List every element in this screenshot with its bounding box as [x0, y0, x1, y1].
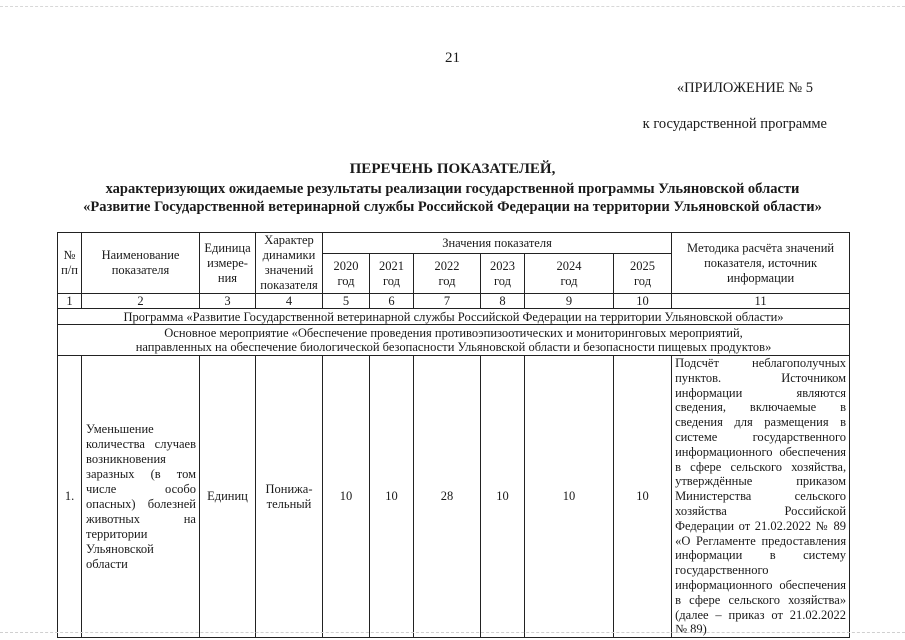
- program-row: [58, 309, 850, 325]
- header-year-2021: [370, 254, 414, 294]
- header-year-2022: [414, 254, 481, 294]
- appendix-label: «ПРИЛОЖЕНИЕ № 5: [676, 80, 813, 96]
- header-row-1: [58, 233, 850, 254]
- header-method: Методика расчёта значений показателя, источник информации: [672, 233, 850, 294]
- column-number: 2: [82, 294, 200, 309]
- column-number: 9: [525, 294, 614, 309]
- header-year-2023: [481, 254, 525, 294]
- column-number: 4: [256, 294, 323, 309]
- event-title-line2: направленных на обеспечение биологической безопасности Ульяновской области и безопасности пищевых продуктов»: [135, 340, 772, 354]
- value-2024: 10: [525, 356, 614, 638]
- year-label: 2022: [434, 258, 460, 273]
- year-label: 2024: [556, 258, 582, 273]
- header-values-group: Значения показателя: [323, 233, 672, 254]
- year-suffix: год: [493, 273, 512, 288]
- to-program-label: к государственной программе: [642, 116, 827, 132]
- page-number: 21: [445, 50, 460, 66]
- header-num: № п/п: [58, 233, 82, 294]
- column-number: 5: [323, 294, 370, 309]
- value-2020: 10: [323, 356, 370, 638]
- value-2025: 10: [614, 356, 672, 638]
- year-suffix: год: [382, 273, 401, 288]
- column-numbers-row: [58, 294, 850, 309]
- event-row: [58, 325, 850, 356]
- row-num: 1.: [58, 356, 82, 638]
- document-subtitle: характеризующих ожидаемые результаты реализации государственной программы Ульяновской области: [105, 181, 800, 197]
- table-row: [58, 356, 850, 638]
- year-label: 2025: [630, 258, 656, 273]
- scan-top-edge: [0, 6, 905, 8]
- column-number: 6: [370, 294, 414, 309]
- column-number: 3: [200, 294, 256, 309]
- header-dynamics: Характер динамики значений показателя: [256, 233, 323, 294]
- year-suffix: год: [438, 273, 456, 288]
- program-title: Программа «Развитие Государственной ветеринарной службы Российской Федерации на территории Ульяновской области»: [58, 309, 850, 325]
- value-2021: 10: [370, 356, 414, 638]
- year-label: 2020: [333, 258, 359, 273]
- year-label: 2021: [379, 258, 404, 273]
- scan-bottom-edge: [0, 632, 905, 634]
- header-name: Наименование показателя: [82, 233, 200, 294]
- indicators-table: [57, 232, 850, 638]
- value-2023: 10: [481, 356, 525, 638]
- indicator-unit: Единиц: [200, 356, 256, 638]
- indicator-dynamics: Понижа-тельный: [256, 356, 323, 638]
- column-number: 10: [614, 294, 672, 309]
- document-title: ПЕРЕЧЕНЬ ПОКАЗАТЕЛЕЙ,: [349, 161, 556, 177]
- year-label: 2023: [490, 258, 515, 273]
- column-number: 8: [481, 294, 525, 309]
- value-2022: 28: [414, 356, 481, 638]
- year-suffix: год: [633, 273, 652, 288]
- header-year-2025: [614, 254, 672, 294]
- year-suffix: год: [337, 273, 355, 288]
- event-title-line1: Основное мероприятие «Обеспечение проведения противоэпизоотических и мониторинговых мероприятий,: [164, 326, 743, 340]
- indicator-method: Подсчёт неблагополучных пунктов. Источником информации являются сведения, включаемые в сведения для размещения в системе государственного информационного обеспечения в сфере сельского хозяйства, утверждённые приказом Министерства сельского хозяйства Российской Федерации от 21.02.2022 № 89 «О Регламенте предоставления информации в систему государственного информационного обеспечения в сфере сельского хозяйства» (далее – приказ от 21.02.2022 № 89): [672, 356, 850, 638]
- column-number: 11: [672, 294, 850, 309]
- indicator-name: Уменьшение количества случаев возникновения заразных (в том числе особо опасных) болезней животных на территории Ульяновской области: [82, 356, 200, 638]
- header-year-2024: [525, 254, 614, 294]
- document-program-name: «Развитие Государственной ветеринарной службы Российской Федерации на территории Ульяновской области»: [83, 199, 822, 215]
- header-year-2020: [323, 254, 370, 294]
- event-title: [58, 325, 850, 356]
- header-unit: Единица измере-ния: [200, 233, 256, 294]
- column-number: 7: [414, 294, 481, 309]
- column-number: 1: [58, 294, 82, 309]
- year-suffix: год: [560, 273, 578, 288]
